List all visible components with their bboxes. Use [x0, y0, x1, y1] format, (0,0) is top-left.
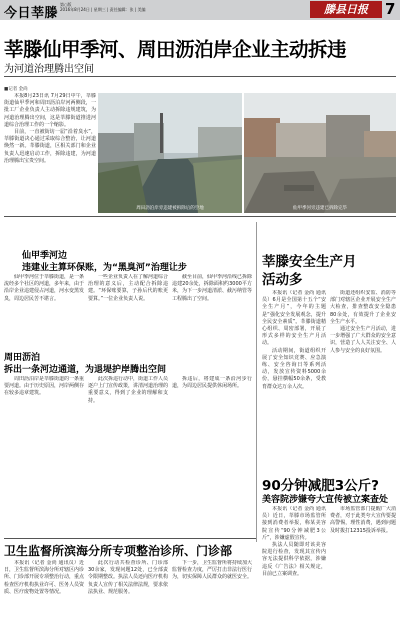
article5-paragraph: 下一步，卫生监督所将持续加大监督检查力度，严厉打击非法行医行为，切实保障人民群众的就医安全。	[172, 560, 252, 581]
article4-col1	[262, 506, 326, 630]
article4-paragraph: 市场监管部门提醒广大消费者，对于此类夸大宣传要提高警惕，理性消费，遇到问题及时拨打12315投诉举报。	[330, 506, 396, 534]
article4-paragraph: 执法人员随即对该美容院进行检查，发现其宣传内容无法提供科学依据，涉嫌违反《广告法》相关规定，目前已立案调查。	[262, 542, 326, 577]
column-divider	[256, 222, 257, 542]
lead-paragraph: 本报8月23日讯 7月29日中午，莘滕街道仙甲季河和周田沥泊岸河两侧段，一批工厂企业负责人主动拆除违规建筑，为河道治理腾出空间，这是莘滕街道推进河道综合治理工作的一个缩影。	[4, 93, 96, 128]
article-divider	[4, 216, 396, 217]
lead-divider	[4, 76, 396, 77]
article3-paragraph: 活动期间，街道组织开展了安全知识竞赛、应急演练、安全咨询日等系列活动，发放宣传资料5000余份，悬挂横幅50余条，受教育群众达万余人次。	[262, 347, 326, 390]
article3-paragraph: 本报讯（记者 金尚 通讯员）6月是全国第十五个“安全生产月”，今年的主题是“强化安全发展观念，提升全民安全素质”。莘滕街道精心组织、周密部署，开展了形式多样的安全生产月活动。	[262, 290, 326, 347]
article3-title-line2: 活动多	[262, 272, 303, 288]
article1-title: 仙甲季河边	[22, 251, 68, 261]
article5-col1	[4, 560, 84, 632]
article3-title: 莘滕安全生产月	[262, 254, 357, 270]
article1-subtitle: 违建业主算环保账，为“黑臭河”治理让步	[22, 263, 187, 273]
article3-col2	[330, 290, 396, 468]
demolition-photo-right	[244, 93, 396, 213]
article1-col1	[4, 274, 84, 346]
article1-col3	[172, 274, 252, 346]
article2-title: 周田沥泊	[4, 353, 41, 363]
river-photo-left	[98, 93, 242, 213]
lead-byline: ■记者 金尚	[4, 87, 28, 92]
river-photo-left-image	[98, 93, 242, 213]
article4-paragraph: 本报讯（记者 金尚 通讯员）近日，莘滕市场监管所接到消费者举报，称某美容院宣传“90分钟减肥3公斤”，涉嫌虚假宣传。	[262, 506, 326, 541]
lead-paragraph: 目前，一直被街坊一届“沿着臭水”，莘滕街道决心通过采取综合整治，让河道焕然一新。莘滕街道，区相关部门和企业负责人迅速启动工作，拆除违建，为河道治理腾出宝贵空间。	[4, 129, 96, 164]
lead-subhead: 为河道治理腾出空间	[4, 64, 94, 75]
article4-subtitle: 美容院涉嫌夸大宣传被立案查处	[262, 495, 389, 505]
article5-paragraph: 本报讯（记者 金尚 通讯员）近日，卫生监督所滨海分所对辖区内诊所、门诊部开展专项整治行动，重点检查医疗机构执业许可、医务人员资质、医疗废物处置等情况。	[4, 560, 84, 595]
article1-paragraph: 仙甲季河位于莘滕街道，是一条流经多个社区的河道，多年来，由于沿岸企业违建侵占河道，河水变黑发臭，周边居民苦不堪言。	[4, 274, 84, 302]
article2-subtitle: 拆出一条河边通道，为退堤护岸腾出空间	[4, 365, 167, 375]
article3-paragraph: 街道还组织安监、消防等部门对辖区企业开展安全生产大检查，排查整改安全隐患80余处，有效提升了企业安全生产水平。	[330, 290, 396, 325]
article5-divider	[4, 538, 256, 539]
paper-name-logo: 滕县日报	[310, 1, 382, 18]
article2-paragraph: 周田沥泊岸是莘滕街道的一条重要河道。由于历史原因，河岸两侧存在较多违章建筑。	[4, 376, 84, 397]
section-name: 今日莘滕	[4, 6, 59, 21]
lead-body	[4, 93, 96, 213]
demolition-photo-right-image	[244, 93, 396, 213]
river-photo-left-caption: 周田沥泊岸旁违建被拆除后的空地	[136, 206, 204, 211]
demolition-photo-right-caption: 仙甲季河旁违建已拆除完毕	[293, 206, 347, 211]
article4-title: 90分钟减肥3公斤?	[262, 478, 380, 494]
lead-headline: 莘滕仙甲季河、周田沥泊岸企业主动拆违	[4, 38, 347, 61]
article2-col2	[88, 376, 168, 534]
article4-col2	[330, 506, 396, 630]
issue-line-1: 第○版	[60, 2, 72, 7]
article1-paragraph: 一些企业负责人在了解河道综合治理的意义后，主动配合拆除违建。“环保账要算，子孙后代的账更要算。”一位企业负责人说。	[88, 274, 168, 302]
article5-col3	[172, 560, 252, 632]
article5-paragraph: 此次行动共检查诊所、门诊部30余家，发现问题12处，已全部责令限期整改。执法人员还向医疗机构负责人宣传了相关法律法规，要求依法执业、规范服务。	[88, 560, 168, 595]
page-number: 7	[385, 0, 396, 18]
article2-paragraph: 此次拆违行动中，街道工作人员逐户上门宣传政策，讲清河道治理的重要意义，得到了企业的理解和支持。	[88, 376, 168, 404]
article5-title: 卫生监督所滨海分所专项整治诊所、门诊部	[4, 544, 233, 558]
article3-paragraph: 通过安全生产月活动，进一步增强了广大群众的安全意识，营造了人人关注安全、人人参与安全的良好氛围。	[330, 326, 396, 354]
article1-col2	[88, 274, 168, 346]
issue-info	[60, 2, 180, 12]
article1-paragraph: 截至目前，仙甲季河沿线已拆除违建20余处，拆除面积约3000平方米，为下一步河道清淤、截污纳管等工程腾出了空间。	[172, 274, 252, 302]
issue-line-2: 2016年8月24日 | 星期三 | 责任编辑：张 | 美编	[60, 7, 146, 12]
article3-col1	[262, 290, 326, 468]
article2-paragraph: 拆违后，将建成一条沿河步行道，为周边居民提供休闲场所。	[172, 376, 252, 390]
masthead-bar	[0, 0, 400, 20]
article5-col2	[88, 560, 168, 632]
article2-col3	[172, 376, 252, 534]
article2-col1	[4, 376, 84, 534]
